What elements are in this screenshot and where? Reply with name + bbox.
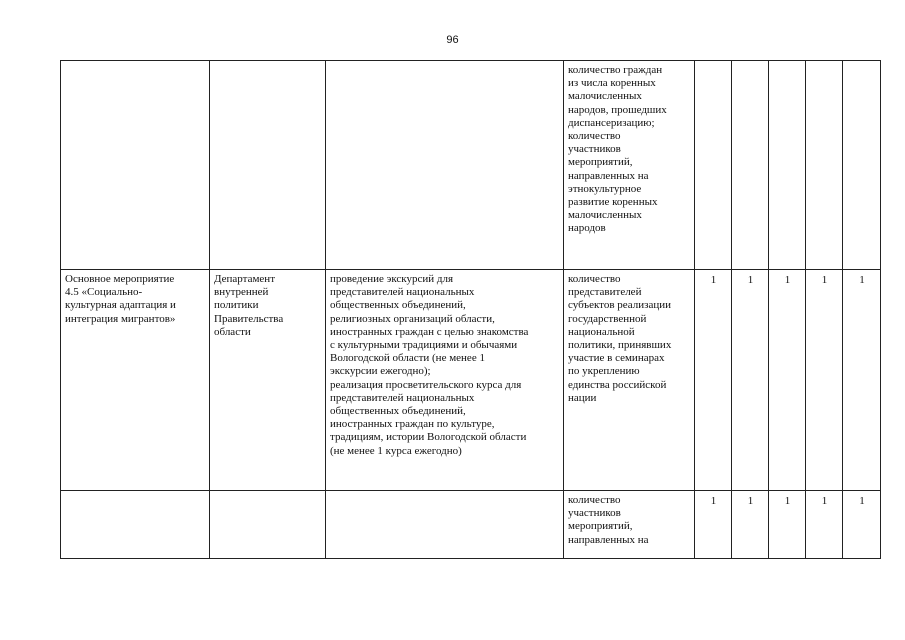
executor-cell: Департамент внутренней политики Правительства области: [210, 270, 326, 491]
table-row: [61, 270, 881, 491]
value-cell: 1: [695, 491, 732, 559]
value-cell: [695, 61, 732, 270]
table-row: [61, 491, 881, 559]
indicator-cell: количество граждан из числа коренных малочисленных народов, прошедших диспансеризацию; количество участников мероприятий, направленных на этнокультурное развитие коренных малочисленных народов: [564, 61, 695, 270]
indicator-cell: количество участников мероприятий, направленных на: [564, 491, 695, 559]
activities-cell: проведение экскурсий для представителей национальных общественных объединений, религиозных организаций области, иностранных граждан с целью знакомства с культурными традициями и обычаями Вологодской области (не менее 1 экскурсии ежегодно); реализация просветительского курса для представителей национальных общественных объединений, иностранных граждан по культуре, традициям, истории Вологодской области (не менее 1 курса ежегодно): [326, 270, 564, 491]
value-cell: 1: [769, 270, 806, 491]
measure-cell: [61, 491, 210, 559]
value-cell: 1: [806, 270, 843, 491]
value-cell: 1: [732, 270, 769, 491]
executor-cell: [210, 491, 326, 559]
value-cell: 1: [843, 491, 881, 559]
value-cell: [806, 61, 843, 270]
measure-cell: Основное мероприятие 4.5 «Социально- культурная адаптация и интеграция мигрантов»: [61, 270, 210, 491]
page-number: 96: [446, 34, 459, 46]
measure-cell: [61, 61, 210, 270]
program-table: [60, 60, 881, 559]
indicator-cell: количество представителей субъектов реализации государственной национальной политики, принявших участие в семинарах по укреплению единства российской нации: [564, 270, 695, 491]
value-cell: [769, 61, 806, 270]
table-row: [61, 61, 881, 270]
value-cell: 1: [806, 491, 843, 559]
value-cell: 1: [695, 270, 732, 491]
value-cell: [732, 61, 769, 270]
value-cell: 1: [769, 491, 806, 559]
value-cell: 1: [732, 491, 769, 559]
value-cell: 1: [843, 270, 881, 491]
activities-cell: [326, 491, 564, 559]
executor-cell: [210, 61, 326, 270]
value-cell: [843, 61, 881, 270]
activities-cell: [326, 61, 564, 270]
